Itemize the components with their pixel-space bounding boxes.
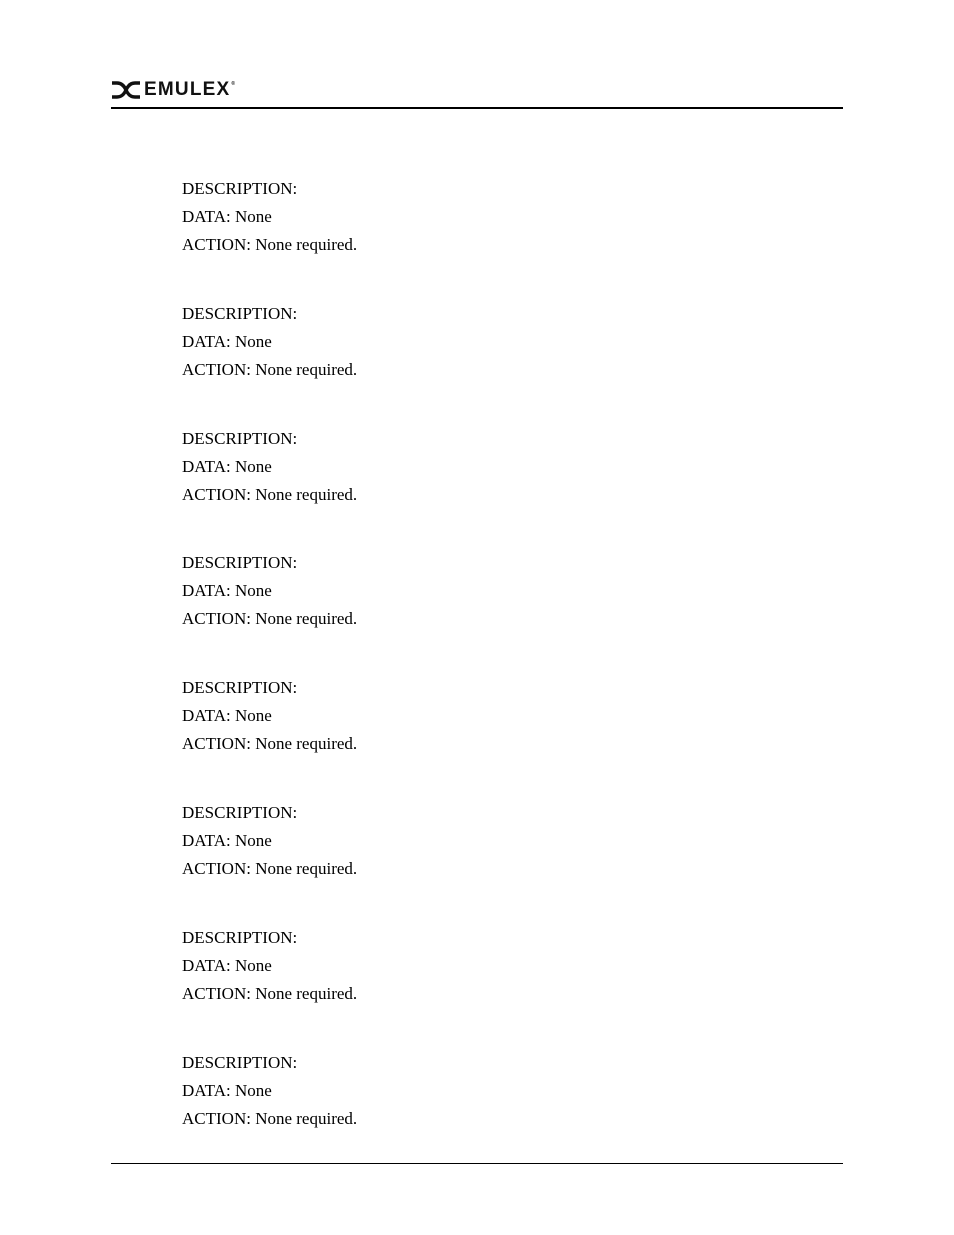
data-line: DATA: None [182, 830, 272, 850]
page-header [111, 78, 236, 102]
list-item [182, 799, 822, 924]
action-line: ACTION: None required. [182, 609, 358, 629]
header-rule [111, 107, 843, 109]
description-line: DESCRIPTION: [182, 802, 298, 822]
data-line: DATA: None [182, 706, 272, 726]
logo-wordmark: EMULEX® [144, 79, 237, 100]
entry-list [182, 175, 822, 1173]
description-line: DESCRIPTION: [182, 428, 298, 448]
list-item [182, 1049, 822, 1174]
list-item [182, 549, 822, 674]
description-line: DESCRIPTION: [182, 553, 298, 573]
description-line: DESCRIPTION: [182, 303, 298, 323]
description-line: DESCRIPTION: [182, 678, 298, 698]
footer-rule [111, 1163, 843, 1164]
data-line: DATA: None [182, 581, 272, 601]
list-item [182, 300, 822, 425]
action-line: ACTION: None required. [182, 484, 358, 504]
action-line: ACTION: None required. [182, 983, 358, 1003]
action-line: ACTION: None required. [182, 359, 358, 379]
description-line: DESCRIPTION: [182, 927, 298, 947]
data-line: DATA: None [182, 955, 272, 975]
action-line: ACTION: None required. [182, 235, 358, 254]
list-item [182, 924, 822, 1049]
list-item [182, 674, 822, 799]
data-line: DATA: None [182, 207, 272, 226]
description-line: DESCRIPTION: [182, 179, 298, 198]
data-line: DATA: None [182, 331, 272, 351]
action-line: ACTION: None required. [182, 858, 358, 878]
data-line: DATA: None [182, 1080, 272, 1100]
action-line: ACTION: None required. [182, 734, 358, 754]
description-line: DESCRIPTION: [182, 1052, 298, 1072]
data-line: DATA: None [182, 456, 272, 476]
list-item [182, 425, 822, 550]
emulex-logo-icon [111, 80, 141, 100]
action-line: ACTION: None required. [182, 1108, 358, 1128]
list-item [182, 175, 822, 300]
